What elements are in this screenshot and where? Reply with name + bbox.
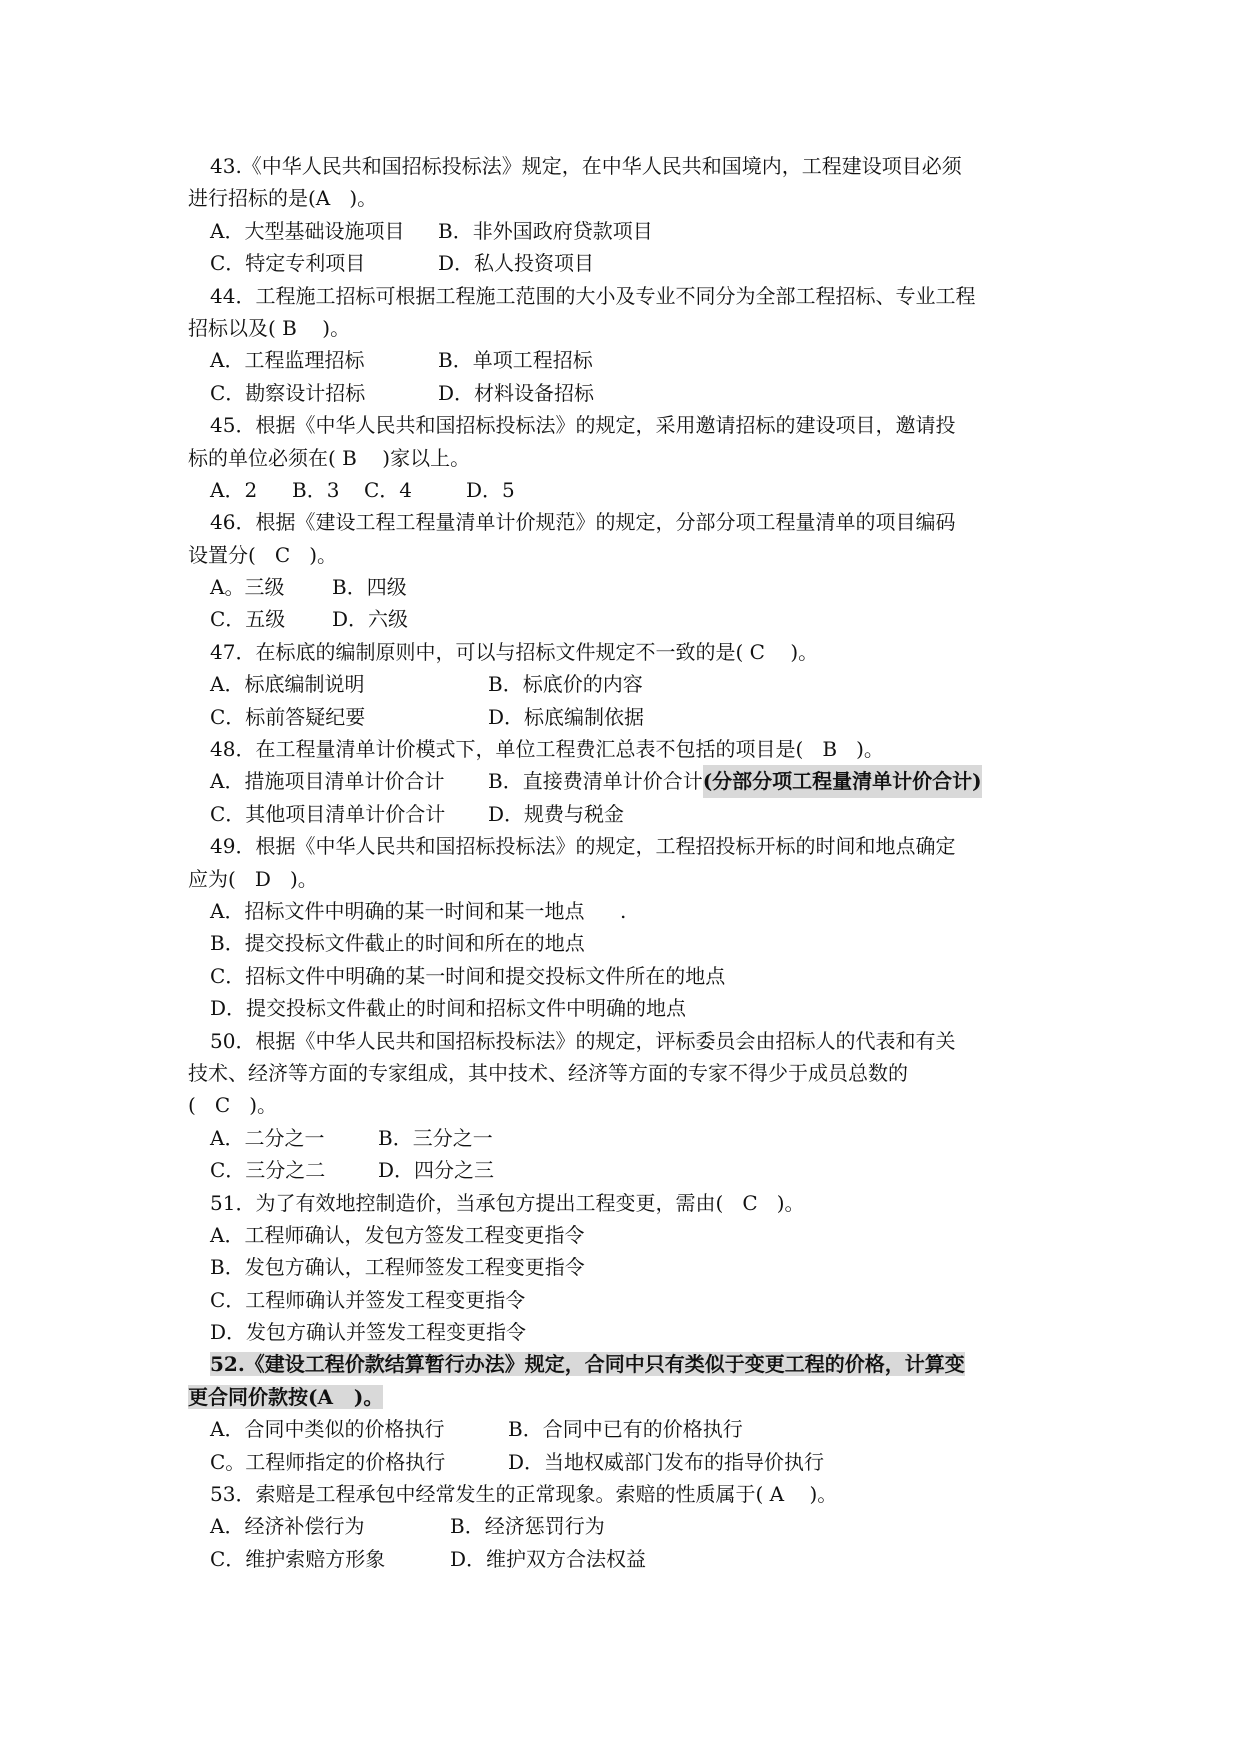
- q46-option-b: B．四级: [332, 575, 407, 600]
- q45-stem-line2: 标的单位必须在( B )家以上。: [188, 445, 471, 470]
- q46-option-d: D．六级: [332, 607, 409, 632]
- q49-stem-line2: 应为( D )。: [188, 866, 318, 891]
- q48-stem: 48．在工程量清单计价模式下，单位工程费汇总表不包括的项目是( B )。: [210, 737, 884, 762]
- q53-options-row1: [188, 1510, 1068, 1542]
- q47-option-b: B．标底价的内容: [488, 672, 643, 697]
- q51-stem: 51．为了有效地控制造价，当承包方提出工程变更，需由( C )。: [210, 1190, 805, 1215]
- q43-stem-line1: 43.《中华人民共和国招标投标法》规定，在中华人民共和国境内，工程建设项目必须: [210, 154, 962, 178]
- q48-options-row1: [188, 765, 1068, 797]
- q44-options-row1: [188, 344, 1068, 376]
- q43-option-c: C．特定专利项目: [210, 251, 366, 276]
- q52-option-c: C。工程师指定的价格执行: [210, 1449, 446, 1474]
- q53-stem: 53．索赔是工程承包中经常发生的正常现象。索赔的性质属于( A )。: [210, 1482, 838, 1507]
- q44-options-row2: [188, 377, 1068, 409]
- q50-stem-line3: ( C )。: [188, 1093, 278, 1118]
- q52-stem-line1-row: [188, 1348, 1068, 1380]
- q50-option-c: C．三分之二: [210, 1158, 326, 1183]
- q44-option-a: A．工程监理招标: [210, 348, 365, 373]
- q47-option-a: A．标底编制说明: [210, 672, 365, 697]
- q50-options-row1: [188, 1122, 1068, 1154]
- q51-option-d: D．发包方确认并签发工程变更指令: [210, 1320, 527, 1345]
- q50-option-a: A．二分之一: [210, 1125, 325, 1150]
- q48-options-row2: [188, 798, 1068, 830]
- exam-page: [188, 150, 1068, 1575]
- q47-option-c: C．标前答疑纪要: [210, 704, 366, 729]
- q50-stem-line1: 50．根据《中华人民共和国招标投标法》的规定，评标委员会由招标人的代表和有关: [210, 1028, 956, 1053]
- q44-option-b: B．单项工程招标: [438, 348, 593, 373]
- q43-option-d: D．私人投资项目: [438, 251, 595, 276]
- q48-option-c: C．其他项目清单计价合计: [210, 801, 446, 826]
- q52-stem-line2-row: [188, 1381, 1068, 1413]
- q43-options-row1: [188, 215, 1068, 247]
- q47-options-row1: [188, 668, 1068, 700]
- q49-option-b: B．提交投标文件截止的时间和所在的地点: [210, 931, 585, 956]
- q48-option-a: A．措施项目清单计价合计: [210, 769, 445, 794]
- q46-stem-line2: 设置分( C )。: [188, 542, 338, 567]
- q53-option-b: B．经济惩罚行为: [450, 1514, 605, 1539]
- q43-options-row2: [188, 247, 1068, 279]
- q52-options-row1: [188, 1413, 1068, 1445]
- q51-option-a: A．工程师确认，发包方签发工程变更指令: [210, 1222, 585, 1247]
- q45-stem-line1: 45．根据《中华人民共和国招标投标法》的规定，采用邀请招标的建设项目，邀请投: [210, 413, 956, 438]
- q43-stem-line2: 进行招标的是(A )。: [188, 186, 378, 211]
- q49-option-a-trail: .: [620, 898, 627, 923]
- q50-stem-line2: 技术、经济等方面的专家组成，其中技术、经济等方面的专家不得少于成员总数的: [188, 1060, 908, 1085]
- q45-option-c: C．4: [364, 477, 413, 502]
- q53-option-d: D．维护双方合法权益: [450, 1546, 647, 1571]
- q53-option-a: A．经济补偿行为: [210, 1514, 365, 1539]
- q49-stem-line1: 49．根据《中华人民共和国招标投标法》的规定，工程招投标开标的时间和地点确定: [210, 834, 956, 859]
- q45-option-a: A．2: [210, 477, 258, 502]
- q51-option-c: C．工程师确认并签发工程变更指令: [210, 1287, 526, 1312]
- q44-stem-line2: 招标以及( B )。: [188, 315, 351, 340]
- q50-option-d: D．四分之三: [378, 1158, 495, 1183]
- q48-option-b: B．直接费清单计价合计: [488, 769, 703, 794]
- q52-options-row2: [188, 1446, 1068, 1478]
- q44-option-d: D．材料设备招标: [438, 380, 595, 405]
- q45-options-row: [188, 474, 1068, 506]
- q44-option-c: C．勘察设计招标: [210, 380, 366, 405]
- q52-stem-line2: 更合同价款按(A )。: [188, 1384, 384, 1409]
- q48-option-b-note: (分部分项工程量清单计价合计): [703, 765, 982, 797]
- q52-option-d: D．当地权威部门发布的指导价执行: [508, 1449, 825, 1474]
- q51-option-b: B．发包方确认，工程师签发工程变更指令: [210, 1255, 585, 1280]
- q49-option-c: C．招标文件中明确的某一时间和提交投标文件所在的地点: [210, 963, 726, 988]
- q47-option-d: D．标底编制依据: [488, 704, 645, 729]
- q46-options-row1: [188, 571, 1068, 603]
- q46-options-row2: [188, 603, 1068, 635]
- q52-option-a: A．合同中类似的价格执行: [210, 1417, 445, 1442]
- q48-option-d: D．规费与税金: [488, 801, 625, 826]
- q44-stem-line1: 44．工程施工招标可根据工程施工范围的大小及专业不同分为全部工程招标、专业工程: [210, 283, 976, 308]
- q43-option-a: A．大型基础设施项目: [210, 218, 405, 243]
- q45-option-b: B．3: [292, 477, 340, 502]
- q49-option-d: D．提交投标文件截止的时间和招标文件中明确的地点: [210, 996, 687, 1021]
- q52-stem-line1: 52.《建设工程价款结算暂行办法》规定，合同中只有类似于变更工程的价格，计算变: [210, 1352, 965, 1377]
- q49-option-a: A．招标文件中明确的某一时间和某一地点: [210, 898, 585, 923]
- q50-option-b: B．三分之一: [378, 1125, 493, 1150]
- q49-option-a-row: [188, 895, 1068, 927]
- q53-options-row2: [188, 1543, 1068, 1575]
- q46-option-a: A。三级: [210, 575, 285, 600]
- q53-option-c: C．维护索赔方形象: [210, 1546, 386, 1571]
- q47-options-row2: [188, 701, 1068, 733]
- q45-option-d: D．5: [466, 477, 515, 502]
- q52-option-b: B．合同中已有的价格执行: [508, 1417, 743, 1442]
- q50-options-row2: [188, 1154, 1068, 1186]
- q43-option-b: B．非外国政府贷款项目: [438, 218, 653, 243]
- q46-option-c: C．五级: [210, 607, 286, 632]
- q46-stem-line1: 46．根据《建设工程工程量清单计价规范》的规定，分部分项工程量清单的项目编码: [210, 510, 956, 535]
- q47-stem: 47．在标底的编制原则中，可以与招标文件规定不一致的是( C )。: [210, 639, 819, 664]
